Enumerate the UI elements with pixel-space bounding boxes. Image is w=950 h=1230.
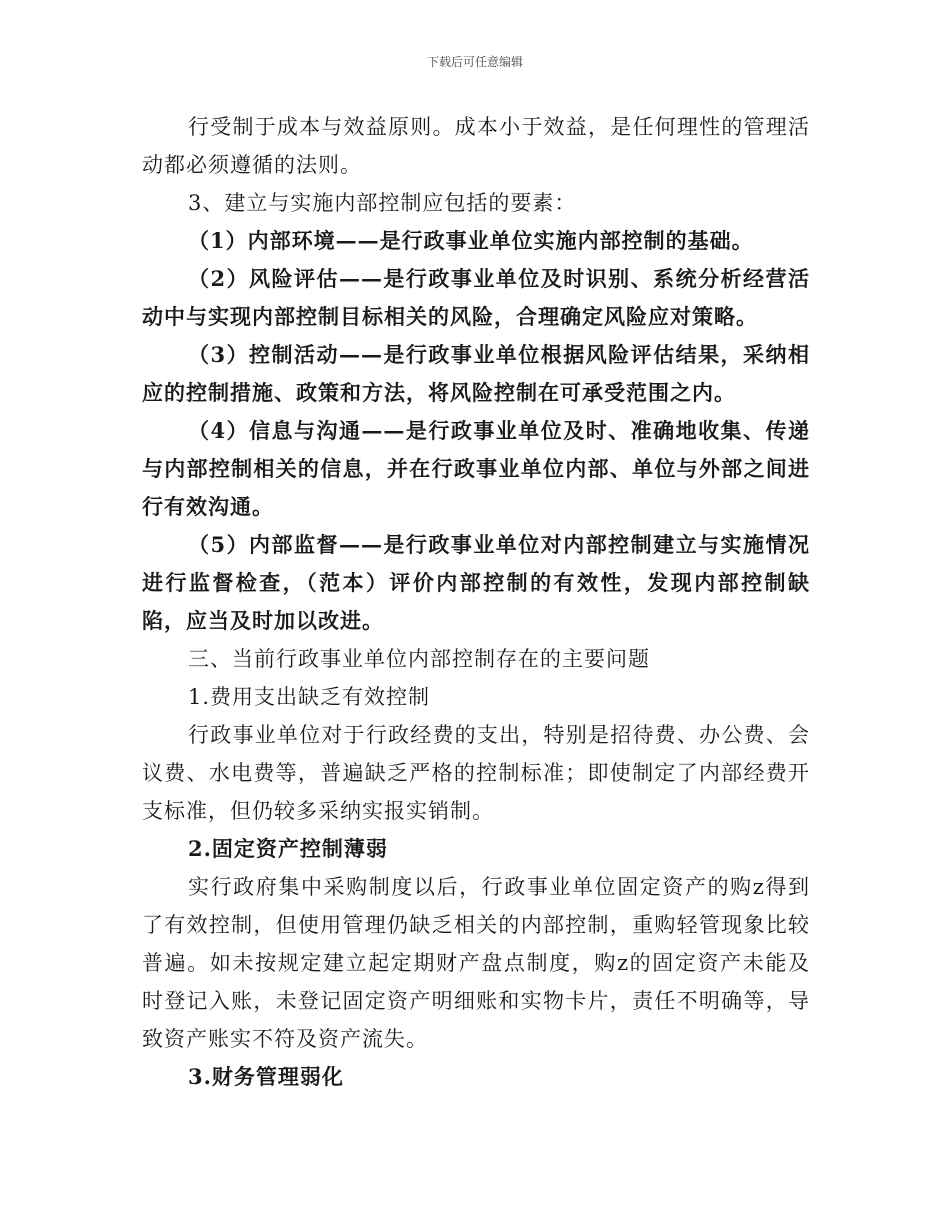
subheading-fixed-assets: 2.固定资产控制薄弱 [188,836,388,861]
paragraph-expense-control: 行政事业单位对于行政经费的支出，特别是招待费、办公费、会议费、水电费等，普遍缺乏严格的控制标准；即使制定了内部经费开支标准，但仍较多采纳实报实销制。 [142,723,810,823]
element-internal-environment: （1）内部环境——是行政事业单位实施内部控制的基础。 [188,228,754,253]
paragraph-cost-benefit: 行受制于成本与效益原则。成本小于效益，是任何理性的管理活动都必须遵循的法则。 [142,115,810,177]
section-heading-problems: 三、当前行政事业单位内部控制存在的主要问题 [188,647,650,671]
element-control-activities: （3）控制活动——是行政事业单位根据风险评估结果，采纳相应的控制措施、政策和方法，将风险控制在可承受范围之内。 [142,342,810,405]
subheading-expense-control: 1.费用支出缺乏有效控制 [188,685,431,709]
document-body [142,108,810,1096]
section-heading-elements: 3、建立与实施内部控制应包括的要素： [188,191,577,215]
element-risk-assessment: （2）风险评估——是行政事业单位及时识别、系统分析经营活动中与实现内部控制目标相关的风险，合理确定风险应对策略。 [142,266,810,329]
subheading-financial-management: 3.财务管理弱化 [188,1064,344,1089]
page-header: 下载后可任意编辑 [426,55,523,69]
element-information-communication: （4）信息与沟通——是行政事业单位及时、准确地收集、传递与内部控制相关的信息，并在行政事业单位内部、单位与外部之间进行有效沟通。 [142,418,810,519]
paragraph-fixed-assets: 实行政府集中采购制度以后，行政事业单位固定资产的购z得到了有效控制，但使用管理仍缺乏相关的内部控制，重购轻管现象比较普遍。如未按规定建立起定期财产盘点制度，购z的固定资产未能及时登记入账，未登记固定资产明细账和实物卡片，责任不明确等，导致资产账实不符及资产流失。 [142,875,810,1051]
element-internal-supervision: （5）内部监督——是行政事业单位对内部控制建立与实施情况进行监督检查，（范本）评价内部控制的有效性，发现内部控制缺陷，应当及时加以改进。 [142,532,810,633]
